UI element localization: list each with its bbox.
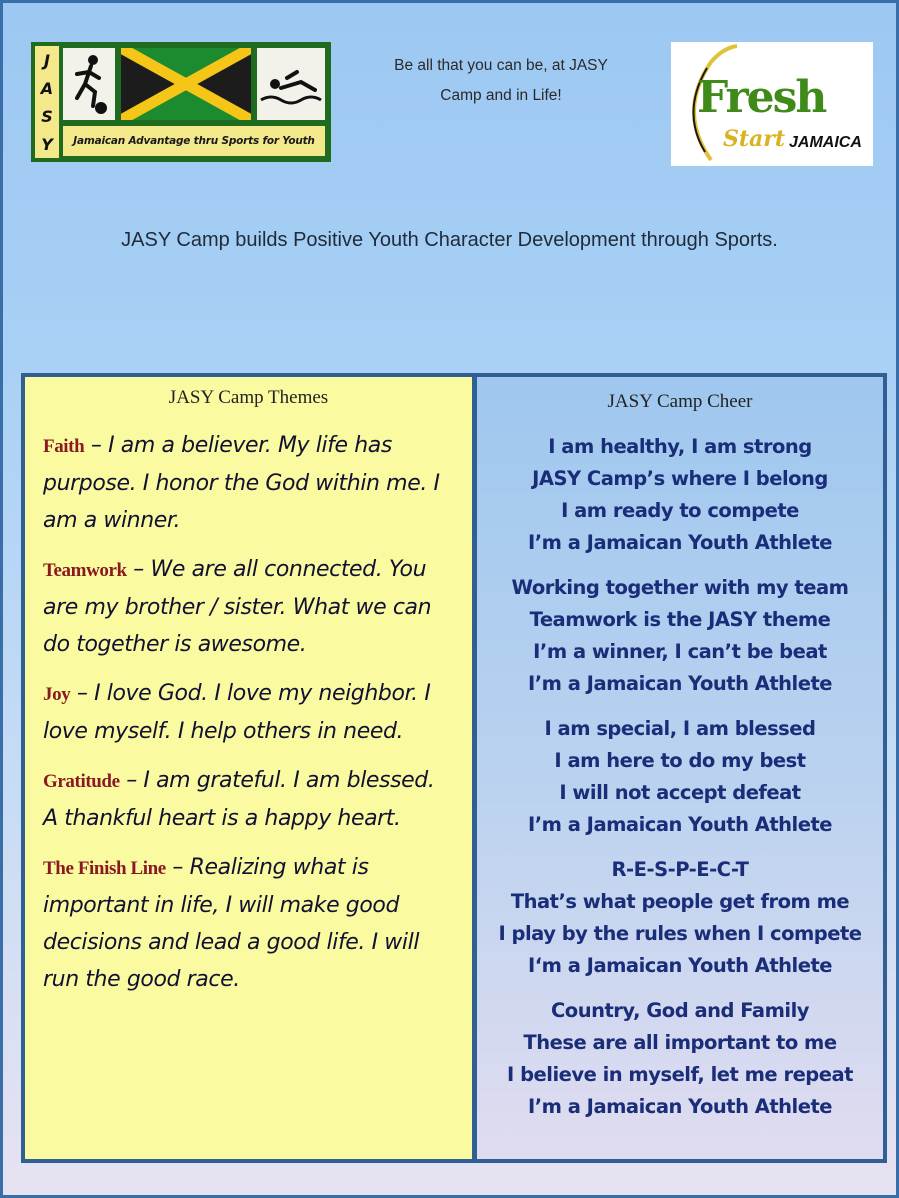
cheer-line: Working together with my team	[511, 576, 849, 599]
fresh-start-logo	[671, 42, 873, 166]
theme-item	[43, 675, 454, 750]
cheer-verse	[477, 995, 883, 1123]
theme-item	[43, 427, 454, 539]
cheer-title: JASY Camp Cheer	[607, 391, 753, 412]
cheer-line: I’m a Jamaican Youth Athlete	[527, 672, 833, 695]
theme-text: – I am a believer. My life has purpose. I honor the God within me. I am a winner.	[43, 433, 440, 533]
content-panels	[21, 373, 887, 1163]
cheer-line: These are all important to me	[523, 1031, 837, 1054]
jasy-letter: J	[44, 50, 50, 70]
theme-name: Joy	[43, 684, 71, 705]
cheer-line: I am here to do my best	[554, 749, 806, 772]
cheer-line: I’m a Jamaican Youth Athlete	[527, 531, 833, 554]
theme-item	[43, 762, 454, 837]
start-word: Start	[723, 126, 786, 152]
cheer-verse	[477, 572, 883, 700]
theme-text: – I am grateful. I am blessed. A thankful heart is a happy heart.	[43, 768, 435, 831]
motto-line: Be all that you can be, at JASY	[394, 57, 608, 74]
theme-text: – We are all connected. You are my brother / sister. What we can do together is awesome.	[43, 557, 432, 657]
cheer-verse	[477, 431, 883, 559]
theme-text: – Realizing what is important in life, I will make good decisions and lead a good life. I will run the good race.	[43, 855, 420, 992]
jasy-letter: Y	[41, 134, 53, 154]
cheer-line: JASY Camp’s where I belong	[532, 467, 828, 490]
jasy-logo	[31, 42, 331, 162]
cheer-line: That’s what people get from me	[510, 890, 850, 913]
cheer-line: I’m a Jamaican Youth Athlete	[527, 813, 833, 836]
fresh-word: Fresh	[697, 72, 826, 123]
theme-name: The Finish Line	[43, 858, 166, 879]
jasy-letter: A	[40, 78, 54, 98]
cheer-line: I will not accept defeat	[559, 781, 801, 804]
motto-line: Camp and in Life!	[440, 87, 562, 104]
jamaica-word: JAMAICA	[789, 134, 862, 151]
cheer-line: I’m a winner, I can’t be beat	[533, 640, 827, 663]
jasy-tagline: Jamaican Advantage thru Sports for Youth	[63, 126, 325, 156]
themes-panel	[25, 377, 477, 1159]
swimmer-icon	[257, 48, 325, 120]
cheer-panel	[477, 377, 883, 1159]
cheer-line: I am healthy, I am strong	[548, 435, 812, 458]
cheer-line: I am special, I am blessed	[544, 717, 816, 740]
cheer-line: Country, God and Family	[551, 999, 809, 1022]
theme-name: Gratitude	[43, 771, 120, 792]
cheer-line: Teamwork is the JASY theme	[529, 608, 831, 631]
theme-item	[43, 551, 454, 663]
jasy-letters	[35, 46, 59, 158]
cheer-verse	[477, 854, 883, 982]
cheer-line: I‘m a Jamaican Youth Athlete	[527, 954, 833, 977]
soccer-player-icon	[63, 48, 115, 120]
theme-name: Teamwork	[43, 560, 127, 581]
theme-item	[43, 849, 454, 998]
theme-name: Faith	[43, 436, 85, 457]
cheer-verse	[477, 713, 883, 841]
theme-text: – I love God. I love my neighbor. I love myself. I help others in need.	[43, 681, 431, 744]
cheer-line: I believe in myself, let me repeat	[507, 1063, 853, 1086]
intro-text: JASY Camp builds Positive Youth Character Development through Sports.	[121, 229, 778, 251]
themes-title: JASY Camp Themes	[168, 387, 329, 408]
cheer-line: I’m a Jamaican Youth Athlete	[527, 1095, 833, 1118]
cheer-line: R-E-S-P-E-C-T	[611, 858, 749, 881]
jamaica-flag-icon	[121, 48, 251, 120]
jasy-letter: S	[41, 106, 53, 126]
cheer-line: I play by the rules when I compete	[498, 922, 862, 945]
motto	[351, 51, 651, 111]
cheer-line: I am ready to compete	[561, 499, 799, 522]
